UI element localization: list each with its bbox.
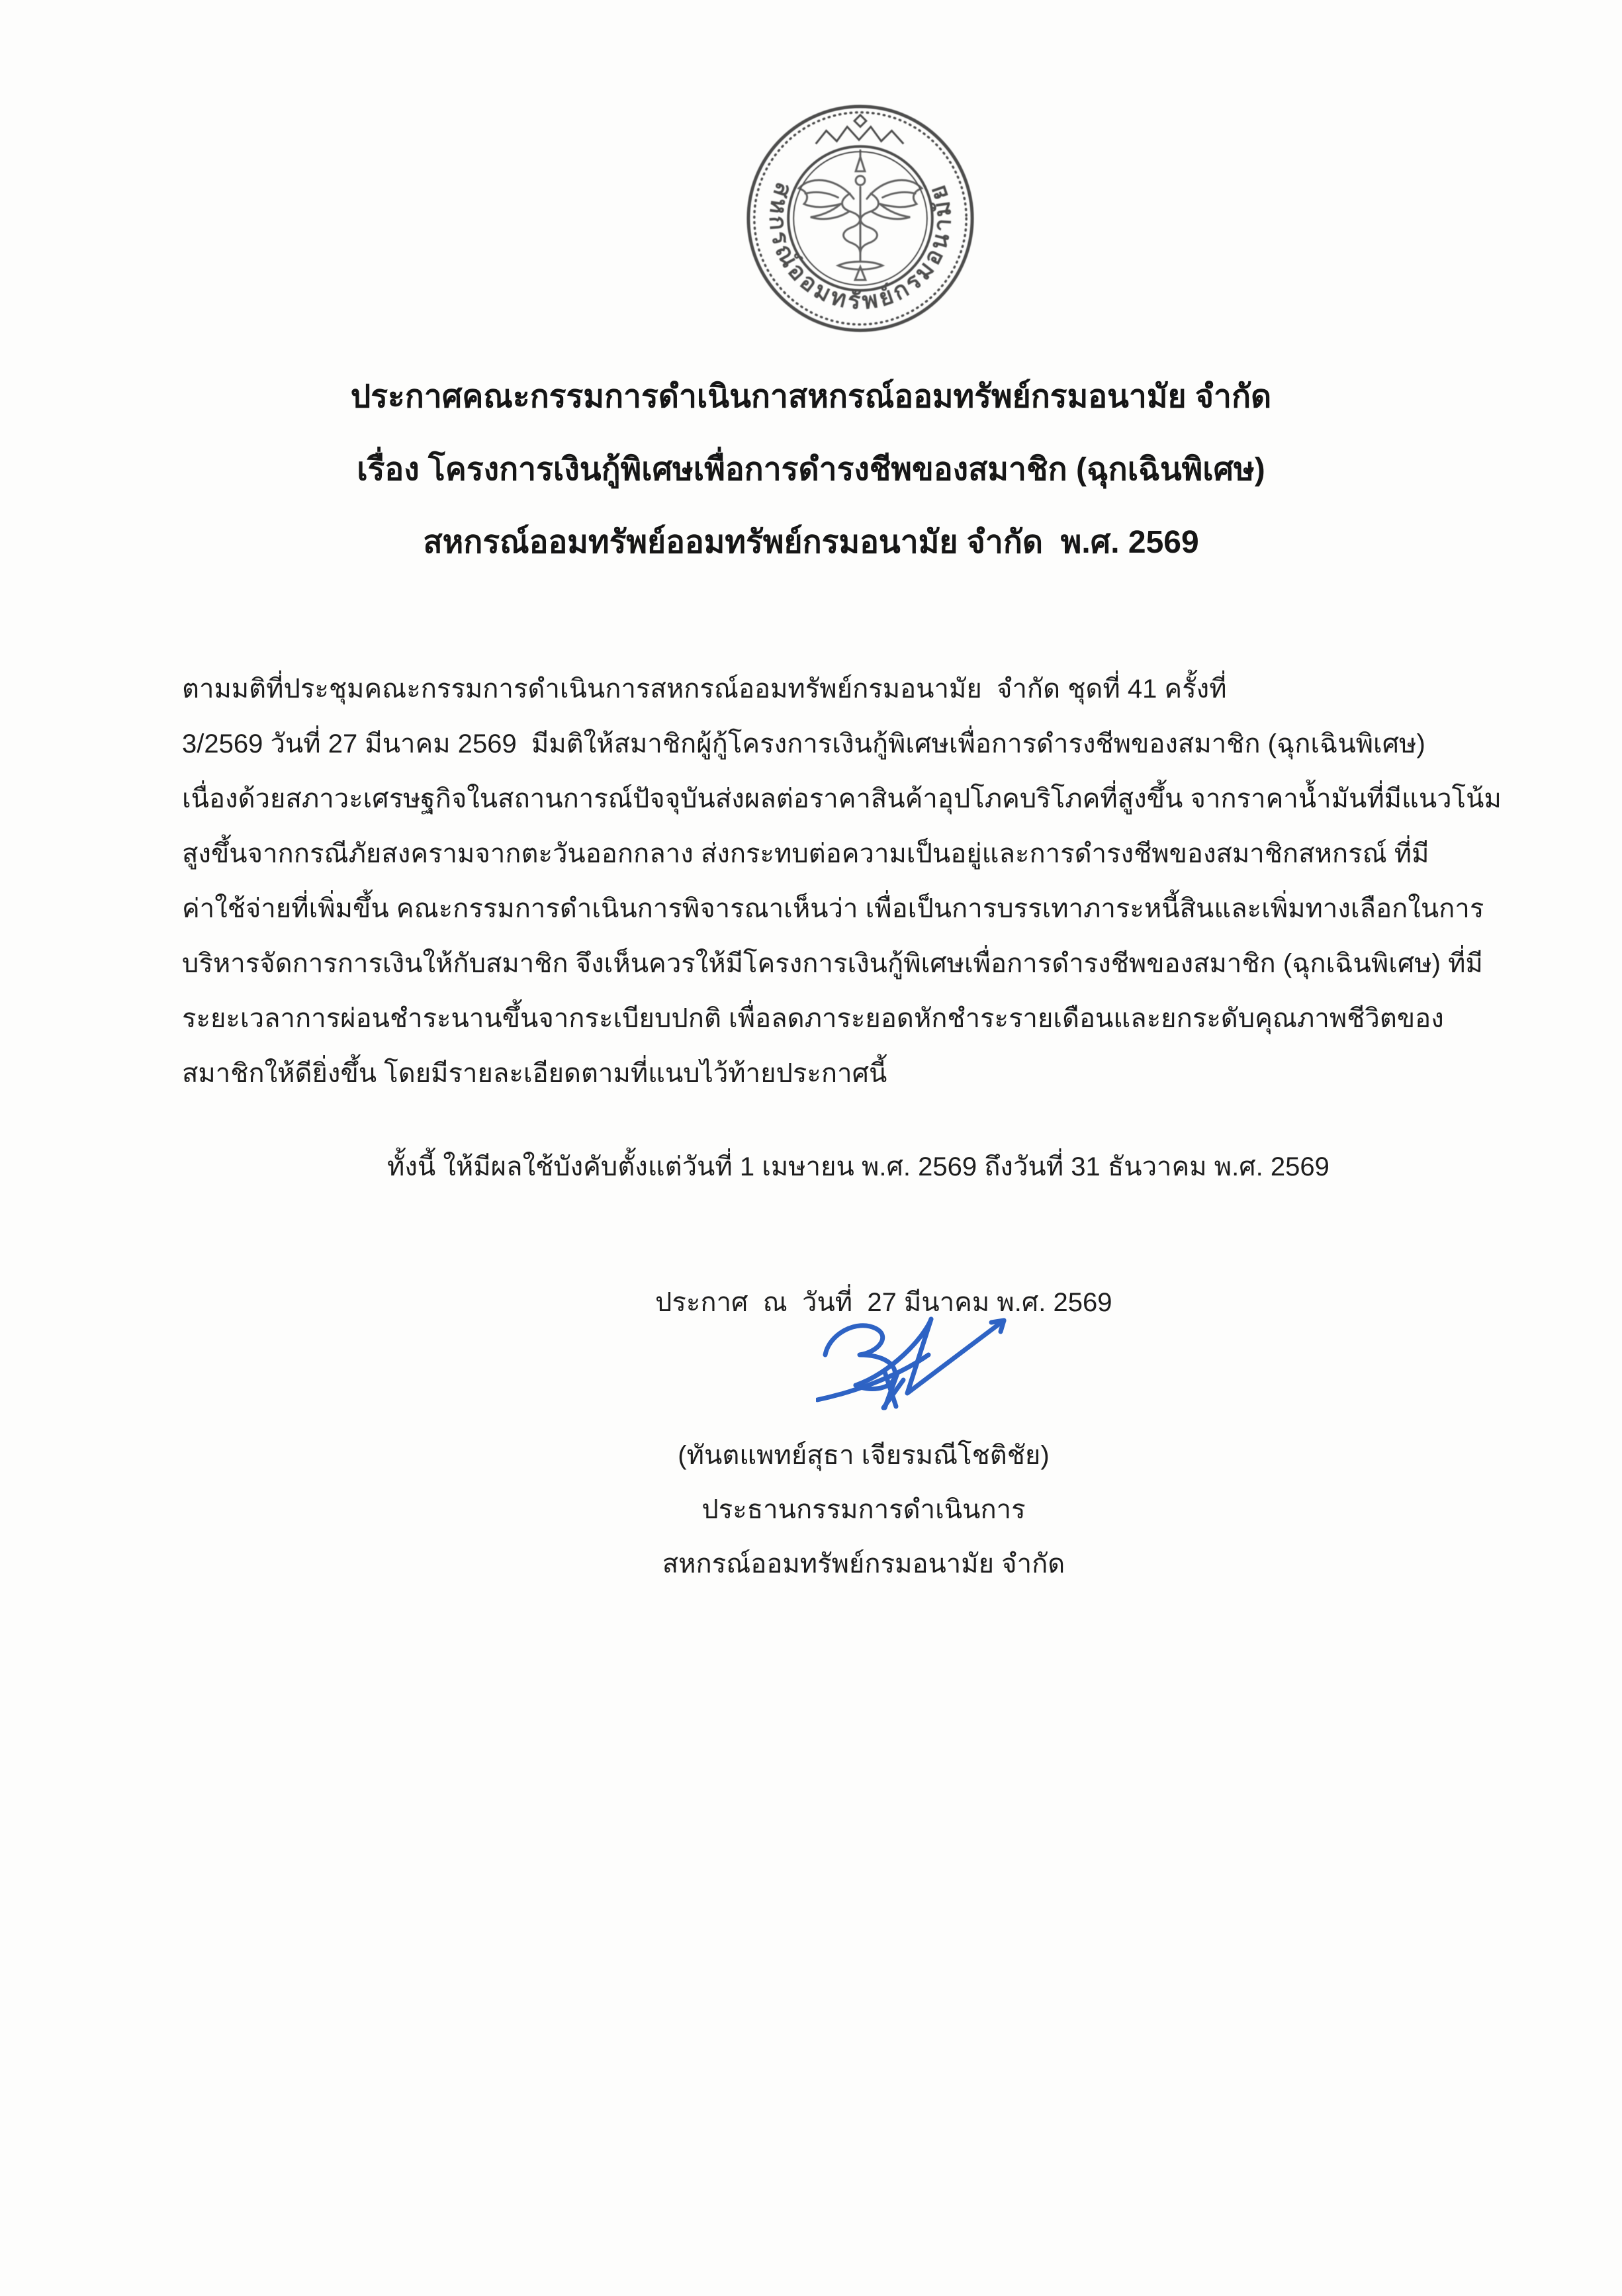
body-line: สูงขึ้นจากกรณีภัยสงครามจากตะวันออกกลาง ส่งกระทบต่อความเป็นอยู่และการดำรงชีพของสมาชิกสหกรณ์ ที่มี xyxy=(182,839,1429,868)
issued-date-line: ประกาศ ณ วันที่ 27 มีนาคม พ.ศ. 2569 xyxy=(655,1288,1112,1317)
cooperative-seal xyxy=(743,101,978,336)
body-line: ตามมติที่ประชุมคณะกรรมการดำเนินการสหกรณ์ออมทรัพย์กรมอนามัย จำกัด ชุดที่ 41 ครั้งที่ xyxy=(182,674,1227,704)
body-line: บริหารจัดการการเงินให้กับสมาชิก จึงเห็นควรให้มีโครงการเงินกู้พิเศษเพื่อการดำรงชีพของสมาชิก (ฉุกเฉินพิเศษ) ที่มี xyxy=(182,949,1483,978)
body-line: 3/2569 วันที่ 27 มีนาคม 2569 มีมติให้สมาชิกผู้กู้โครงการเงินกู้พิเศษเพื่อการดำรงชีพของสมาชิก (ฉุกเฉินพิเศษ) xyxy=(182,729,1425,758)
body-line: ระยะเวลาการผ่อนชำระนานขึ้นจากระเบียบปกติ เพื่อลดภาระยอดหักชำระรายเดือนและยกระดับคุณภาพชีวิตของ xyxy=(182,1004,1444,1033)
seal-rim-text: สหกรณ์ออมทรัพย์กรมอนามัย xyxy=(764,179,957,315)
signatory-name: (ทันตแพทย์สุธา เจียรมณีโชติชัย) xyxy=(678,1441,1050,1470)
seal-top-ornament xyxy=(816,115,904,144)
title-line-1: ประกาศคณะกรรมการดำเนินกาสหกรณ์ออมทรัพย์กรมอนามัย จำกัด xyxy=(350,379,1272,414)
title-line-3: สหกรณ์ออมทรัพย์ออมทรัพย์กรมอนามัย จำกัด พ.ศ. 2569 xyxy=(423,525,1199,560)
body-line: เนื่องด้วยสภาวะเศรษฐกิจในสถานการณ์ปัจจุบันส่งผลต่อราคาสินค้าอุปโภคบริโภคที่สูงขึ้น จากราคาน้ำมันที่มีแนวโน้ม xyxy=(182,784,1502,813)
signature-scribble xyxy=(816,1314,1038,1413)
body-line: สมาชิกให้ดียิ่งขึ้น โดยมีรายละเอียดตามที่แนบไว้ท้ายประกาศนี้ xyxy=(182,1059,887,1088)
signatory-position: ประธานกรรมการดำเนินการ xyxy=(701,1495,1026,1524)
signatory-block xyxy=(622,1428,1105,1591)
body-paragraph xyxy=(182,662,1519,1101)
signature-ink xyxy=(816,1314,1038,1413)
signatory-organization: สหกรณ์ออมทรัพย์กรมอนามัย จำกัด xyxy=(662,1549,1065,1579)
document-title-block xyxy=(0,361,1622,579)
seal-graphic xyxy=(743,101,978,336)
title-line-2: เรื่อง โครงการเงินกู้พิเศษเพื่อการดำรงชีพของสมาชิก (ฉุกเฉินพิเศษ) xyxy=(357,452,1265,487)
body-line: ค่าใช้จ่ายที่เพิ่มขึ้น คณะกรรมการดำเนินการพิจารณาเห็นว่า เพื่อเป็นการบรรเทาภาระหนี้สินและเพิ่มทางเลือกในการ xyxy=(182,894,1484,923)
garuda-caduceus-emblem xyxy=(799,150,922,280)
effective-date-line: ทั้งนี้ ให้มีผลใช้บังคับตั้งแต่วันที่ 1 เมษายน พ.ศ. 2569 ถึงวันที่ 31 ธันวาคม พ.ศ. 2569 xyxy=(387,1152,1329,1181)
